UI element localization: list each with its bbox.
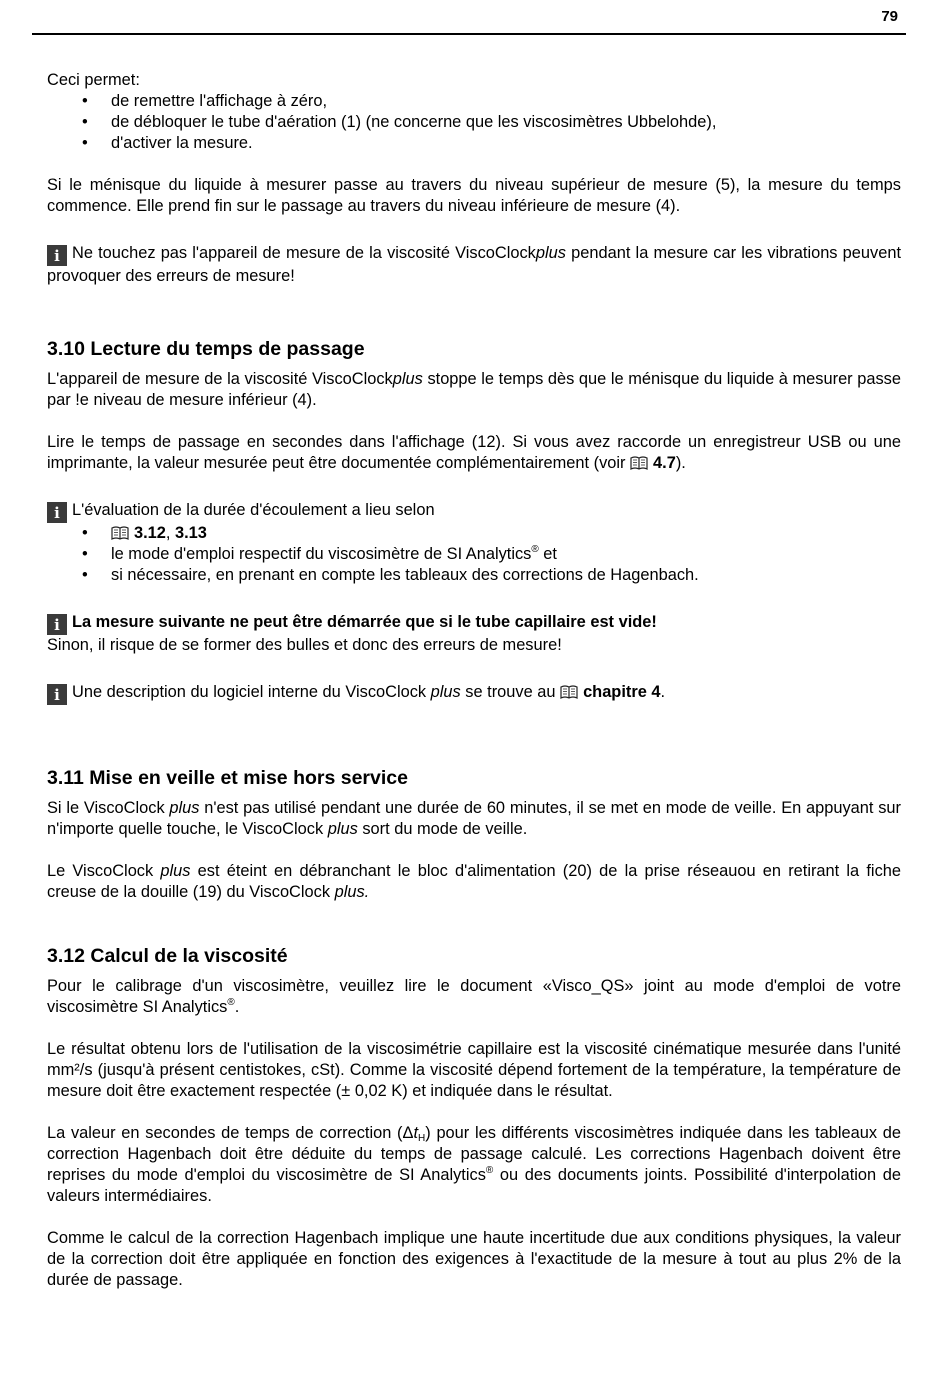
info-icon: i	[47, 614, 67, 635]
list-item: • 3.12, 3.13	[47, 523, 901, 544]
section-3-10-paragraph-1: L'appareil de mesure de la viscosité ViscoClockplus stoppe le temps dès que le ménisque du liquide à mesurer passe par !e niveau de mesure inférieur (4).	[47, 370, 901, 409]
page-number: 79	[881, 8, 898, 25]
software-description-note: i Une description du logiciel interne du ViscoClock plus se trouve au chapitre 4.	[47, 682, 901, 705]
section-heading-3-11: 3.11 Mise en veille et mise hors service	[47, 767, 408, 789]
vibration-note: i Ne touchez pas l'appareil de mesure de la viscosité ViscoClockplus pendant la mesure car les vibrations peuvent provoquer des erreurs de mesure!	[47, 244, 902, 285]
section-3-11-paragraph-2: Le ViscoClock plus est éteint en débranchant le bloc d'alimentation (20) de la prise réseauou en retirant la fiche creuse de la douille (19) du ViscoClock plus.	[47, 862, 901, 901]
section-3-10-paragraph-2: Lire le temps de passage en secondes dans l'affichage (12). Si vous avez raccorde un enregistreur USB ou une imprimante, la valeur mesurée peut être documentée complémentairement (voir 4.7).	[47, 433, 901, 472]
intro-lead: Ceci permet:	[47, 71, 140, 89]
measurement-paragraph: Si le ménisque du liquide à mesurer passe au travers du niveau supérieur de mesure (5), la mesure du temps commence. Elle prend fin sur le passage au travers du niveau inférieure de mesure (4).	[47, 176, 901, 215]
cross-reference: chapitre 4	[583, 683, 661, 701]
section-3-11-paragraph-1: Si le ViscoClock plus n'est pas utilisé pendant une durée de 60 minutes, il se met en mode de veille. En appuyant sur n'importe quelle touche, le ViscoClock plus sort du mode de veille.	[47, 799, 901, 838]
intro-bullet-list	[47, 91, 901, 154]
info-icon: i	[47, 502, 67, 523]
list-item: • de débloquer le tube d'aération (1) (ne concerne que les viscosimètres Ubbelohde),	[47, 112, 901, 133]
header-rule	[32, 33, 906, 35]
capillary-warning-text: Sinon, il risque de se former des bulles et donc des erreurs de mesure!	[47, 636, 562, 654]
list-item: • d'activer la mesure.	[47, 133, 901, 154]
cross-reference: 4.7	[653, 454, 676, 472]
book-icon	[630, 456, 648, 471]
evaluation-bullet-list	[47, 523, 901, 586]
page-content	[47, 70, 901, 1291]
capillary-warning: i La mesure suivante ne peut être démarrée que si le tube capillaire est vide!	[47, 612, 901, 635]
section-heading-3-12: 3.12 Calcul de la viscosité	[47, 945, 288, 967]
info-icon: i	[47, 684, 67, 705]
book-icon	[560, 685, 578, 700]
evaluation-lead: i L'évaluation de la durée d'écoulement a lieu selon	[47, 500, 901, 523]
section-3-12-paragraph-3: La valeur en secondes de temps de correction $(\Delta t_H)$ pour les différents viscosimètres indiquée dans les tableaux de correction Hagenbach doit être déduite du temps de passage calculé. Les corrections Hagenbach doivent être reprises du mode d'emploi du viscosimètre de SI Analytics® ou des documents joints. Possibilité d'interpolation de valeurs intermédiaires.	[47, 1124, 901, 1205]
info-icon: i	[47, 245, 67, 266]
section-3-12-paragraph-4: Comme le calcul de la correction Hagenbach implique une haute incertitude due aux conditions physiques, la valeur de la correction doit être appliquée en fonction des exigences à l'exactitude de la mesure à tout au plus 2% de la durée de passage.	[47, 1229, 901, 1289]
book-icon	[111, 526, 129, 541]
section-3-12-paragraph-1: Pour le calibrage d'un viscosimètre, veuillez lire le document «Visco_QS» joint au mode d'emploi de votre viscosimètre SI Analytics®.	[47, 977, 901, 1016]
list-item: • de remettre l'affichage à zéro,	[47, 91, 901, 112]
section-heading-3-10: 3.10 Lecture du temps de passage	[47, 338, 365, 360]
section-3-12-paragraph-2: Le résultat obtenu lors de l'utilisation de la viscosimétrie capillaire est la viscosité cinématique mesurée dans l'unité mm²/s (jusqu'à présent centistokes, cSt). Comme la viscosité dépend fortement de la température, la température de mesure doit être exactement respectée (± 0,02 K) et indiquée dans le résultat.	[47, 1040, 901, 1100]
list-item: • le mode d'emploi respectif du viscosimètre de SI Analytics® et	[47, 544, 901, 565]
list-item: • si nécessaire, en prenant en compte les tableaux des corrections de Hagenbach.	[47, 565, 901, 586]
